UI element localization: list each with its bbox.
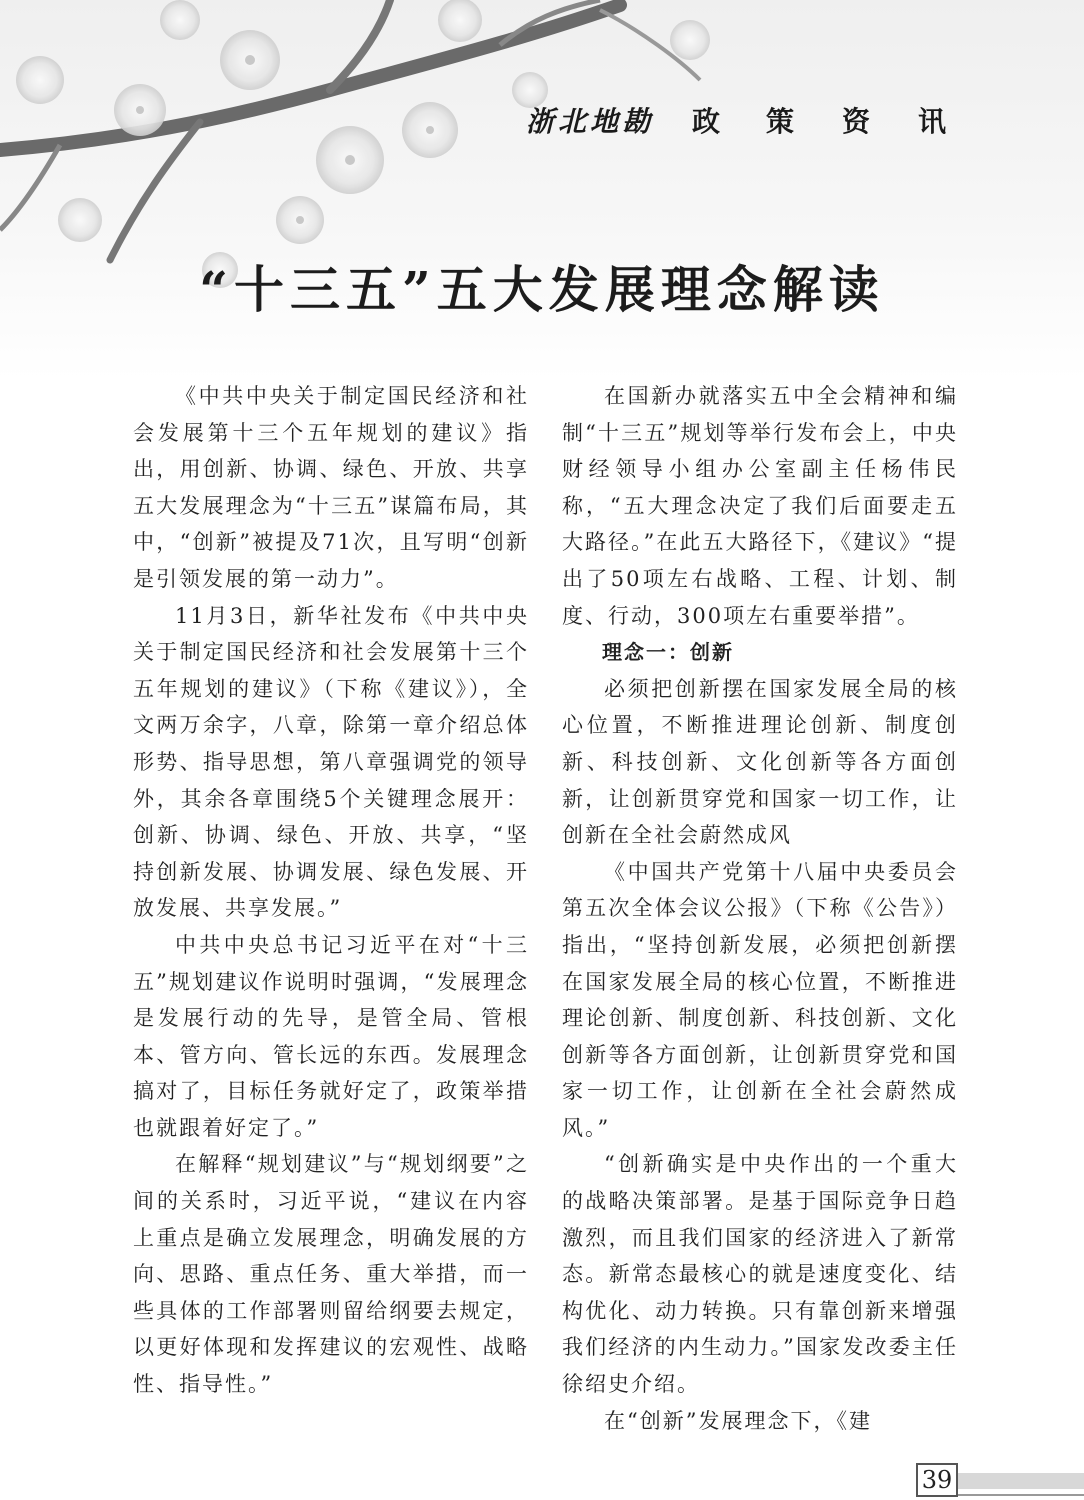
paragraph: “创新确实是中央作出的一个重大的战略决策部署。是基于国际竞争日趋激烈，而且我们国家的经济进入了新常态。新常态最核心的就是速度变化、结构优化、动力转换。只有靠创新来增强我们经济的内生动力。”国家发改委主任徐绍史介绍。 (562, 1152, 958, 1397)
journal-title-char: 地 (589, 105, 618, 138)
paragraph: 中共中央总书记习近平在对“十三五”规划建议作说明时强调，“发展理念是发展行动的先导，是管全局、管根本、管方向、管长远的东西。发展理念搞对了，目标任务就好定了，政策举措也就跟着好定了。” (133, 932, 529, 1140)
page-number: 39 (916, 1463, 958, 1497)
paragraph: 在国新办就落实五中全会精神和编制“十三五”规划等举行发布会上，中央财经领导小组办公室副主任杨伟民称，“五大理念决定了我们后面要走五大路径。”在此五大路径下，《建议》“提出了50项左右战略、工程、计划、制度、行动，300项左右重要举措”。 (562, 384, 958, 628)
journal-title-char: 勘 (621, 105, 650, 138)
page-footer-rule (958, 1494, 1084, 1496)
section-title-char: 讯 (912, 102, 952, 142)
right-text-column (562, 378, 958, 1439)
paragraph: 在解释“规划建议”与“规划纲要”之间的关系时，习近平说，“建议在内容上重点是确立发展理念，明确发展的方向、思路、重点任务、重大举措，而一些具体的工作部署则留给纲要去规定，以更好体现和发挥建议的宏观性、战略性、指导性。” (133, 1152, 529, 1397)
journal-title-char: 浙 (525, 105, 554, 138)
paragraph: 必须把创新摆在国家发展全局的核心位置，不断推进理论创新、制度创新、科技创新、文化创新等各方面创新，让创新贯穿党和国家一切工作，让创新在全社会蔚然成风 (562, 676, 958, 848)
section-heading: 理念一：创新 (602, 640, 734, 665)
journal-title-char: 北 (557, 105, 586, 138)
article-title: “十三五”五大发展理念解读 (199, 260, 885, 319)
journal-section-title (520, 102, 970, 142)
page-footer-bar (958, 1473, 1084, 1489)
paragraph: 在“创新”发展理念下，《建 (604, 1408, 872, 1433)
left-text-column (133, 378, 529, 1403)
paragraph: 《中国共产党第十八届中央委员会第五次全体会议公报》（下称《公告》）指出，“坚持创新发展，必须把创新摆在国家发展全局的核心位置，不断推进理论创新、制度创新、科技创新、文化创新等各方面创新，让创新贯穿党和国家一切工作，让创新在全社会蔚然成风。” (562, 859, 958, 1140)
section-title-char: 资 (836, 102, 876, 142)
section-title-char: 政 (686, 102, 726, 142)
section-title-char: 策 (760, 102, 800, 142)
paragraph: 11月3日，新华社发布《中共中央关于制定国民经济和社会发展第十三个五年规划的建议》（下称《建议》），全文两万余字，八章，除第一章介绍总体形势、指导思想，第八章强调党的领导外，其余各章围绕5个关键理念展开：创新、协调、绿色、开放、共享，“坚持创新发展、协调发展、绿色发展、开放发展、共享发展。” (133, 603, 529, 921)
paragraph: 《中共中央关于制定国民经济和社会发展第十三个五年规划的建议》指出，用创新、协调、绿色、开放、共享五大发展理念为“十三五”谋篇布局，其中，“创新”被提及71次，且写明“创新是引领发展的第一动力”。 (133, 384, 529, 591)
